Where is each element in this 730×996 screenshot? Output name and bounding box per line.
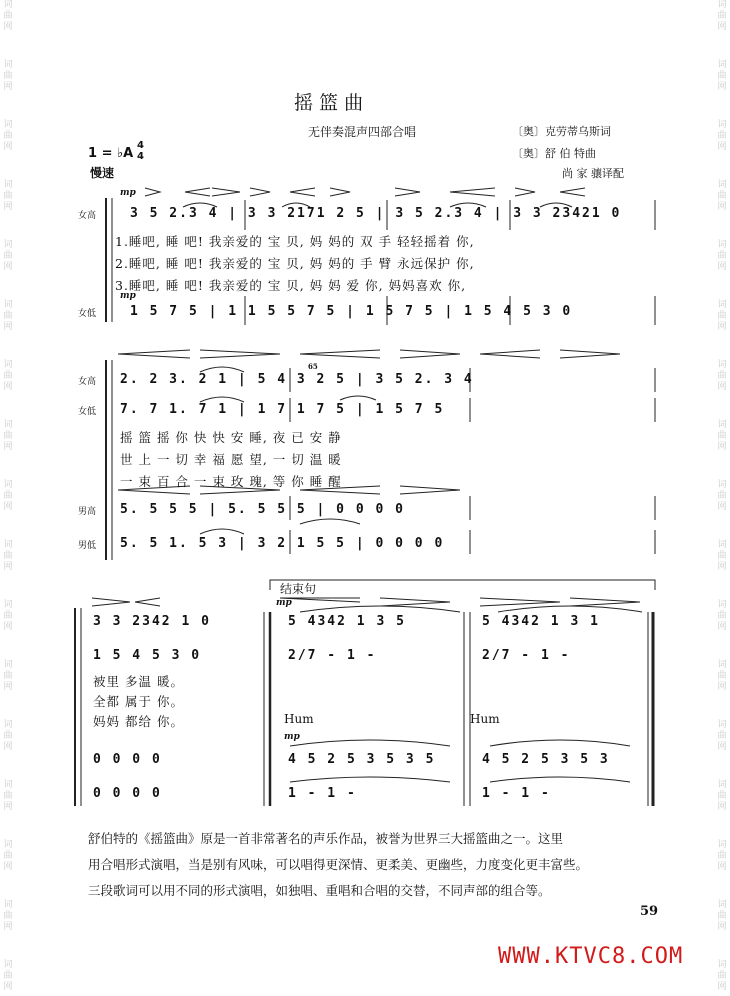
watermark: 词 曲 网 [717, 60, 727, 92]
watermark: 词 曲 网 [717, 780, 727, 812]
watermark: 词 曲 网 [3, 180, 13, 212]
ending-tenor-notes-2: 4 5 2 5 3 5 3 [482, 752, 610, 767]
soprano-notes-3: 3 3 2342 1 0 [93, 614, 211, 629]
watermark: 词 曲 网 [3, 480, 13, 512]
voice-label-tenor: 男高 [78, 507, 97, 517]
watermark: 词 曲 网 [3, 300, 13, 332]
site-url[interactable]: WWW.KTVC8.COM [498, 944, 684, 969]
description-line-3: 三段歌词可以用不同的形式演唱，如独唱、重唱和合唱的交替，不同声部的组合等。 [88, 883, 551, 898]
watermark: 词 曲 网 [3, 960, 13, 992]
watermark: 词 曲 网 [717, 660, 727, 692]
watermark: 词 曲 网 [717, 180, 727, 212]
voice-label-soprano: 女高 [78, 377, 97, 387]
page-number: 59 [640, 904, 659, 919]
grace-notes: 65 [308, 362, 318, 371]
watermark: 词 曲 网 [717, 360, 727, 392]
lyric-verse-2: 世 上 一 切 幸 福 愿 望, 一 切 温 暖 [120, 452, 342, 467]
tenor-notes-2: 5. 5 5 5 | 5. 5 5 5 | 0 0 0 0 [120, 502, 405, 517]
composer-credit: 〔奥〕舒 伯 特曲 [512, 147, 596, 160]
time-signature-top: 4 [137, 140, 144, 151]
watermark: 词 曲 网 [3, 360, 13, 392]
voice-label-alto: 女低 [78, 407, 97, 417]
watermark: 词 曲 网 [717, 960, 727, 992]
hum-marking: Hum [284, 712, 314, 726]
watermark: 词 曲 网 [3, 540, 13, 572]
watermark: 词 曲 网 [717, 480, 727, 512]
watermark: 词 曲 网 [717, 300, 727, 332]
soprano-notes-2: 2. 2 3. 2 1 | 5 4 3 2 5 | 3 5 2. 3 4 [120, 372, 474, 387]
watermark: 词 曲 网 [3, 720, 13, 752]
lyric-verse-1: 1.睡吧, 睡 吧! 我亲爱的 宝 贝, 妈 妈的 双 手 轻轻摇着 你, [115, 234, 475, 249]
hum-marking: Hum [470, 712, 500, 726]
subtitle: 无伴奏混声四部合唱 [308, 125, 417, 139]
ending-label: 结束句 [280, 582, 317, 596]
description-line-2: 用合唱形式演唱，当是别有风味，可以唱得更深情、更柔美、更幽些，力度变化更丰富些。 [88, 857, 589, 872]
tenor-notes-3: 0 0 0 0 [93, 752, 162, 767]
lyricist-credit: 〔奥〕克劳蒂乌斯词 [512, 125, 611, 138]
watermark: 词 曲 网 [3, 660, 13, 692]
lyric-verse-2: 全都 属于 你。 [93, 694, 184, 709]
page-title: 摇 篮 曲 [294, 92, 364, 114]
bass-notes-3: 0 0 0 0 [93, 786, 162, 801]
lyric-verse-3: 妈妈 都给 你。 [93, 714, 184, 729]
translator-credit: 尚 家 骧译配 [562, 167, 624, 180]
watermark: 词 曲 网 [3, 600, 13, 632]
watermark: 词 曲 网 [717, 0, 727, 32]
lyric-verse-1: 被里 多温 暖。 [93, 674, 184, 689]
watermark: 词 曲 网 [3, 840, 13, 872]
time-signature-bottom: 4 [137, 151, 144, 162]
ending-alto-notes-1: 2/7 - 1 - [288, 648, 377, 663]
lyric-verse-3: 一 束 百 合 一 束 玫 瑰, 等 你 睡 醒 [120, 474, 342, 489]
lyric-verse-1: 摇 篮 摇 你 快 快 安 睡, 夜 已 安 静 [120, 430, 342, 445]
voice-label-soprano: 女高 [78, 211, 97, 221]
watermark: 词 曲 网 [717, 540, 727, 572]
watermark: 词 曲 网 [3, 420, 13, 452]
ending-alto-notes-2: 2/7 - 1 - [482, 648, 571, 663]
watermark: 词 曲 网 [717, 900, 727, 932]
lyric-verse-3: 3.睡吧, 睡 吧! 我亲爱的 宝 贝, 妈 妈 爱 你, 妈妈喜欢 你, [115, 278, 467, 293]
dynamic-marking: mp [276, 598, 292, 608]
watermark: 词 曲 网 [3, 900, 13, 932]
ending-bass-notes-1: 1 - 1 - [288, 786, 357, 801]
watermark: 词 曲 网 [3, 780, 13, 812]
watermark: 词 曲 网 [717, 840, 727, 872]
ending-soprano-notes-2: 5 4342 1 3 1 [482, 614, 600, 629]
watermark: 词 曲 网 [717, 600, 727, 632]
ending-bass-notes-2: 1 - 1 - [482, 786, 551, 801]
soprano-notes-1: 3 5 2.3 4 | 3 3 2171 2 5 | 3 5 2.3 4 | 3 3 23421 0 [130, 206, 622, 221]
dynamic-marking: mp [284, 732, 300, 742]
watermark: 词 曲 网 [717, 420, 727, 452]
watermark: 词 曲 网 [3, 0, 13, 32]
alto-notes-3: 1 5 4 5 3 0 [93, 648, 202, 663]
voice-label-alto: 女低 [78, 309, 97, 319]
watermark: 词 曲 网 [3, 60, 13, 92]
tempo-marking: 慢速 [90, 166, 115, 180]
watermark: 词 曲 网 [717, 120, 727, 152]
watermark: 词 曲 网 [717, 720, 727, 752]
lyric-verse-2: 2.睡吧, 睡 吧! 我亲爱的 宝 贝, 妈 妈的 手 臂 永远保护 你, [115, 256, 475, 271]
dynamic-marking: mp [120, 291, 136, 301]
watermark: 词 曲 网 [717, 240, 727, 272]
dynamic-marking: mp [120, 188, 136, 198]
watermark: 词 曲 网 [3, 240, 13, 272]
ending-soprano-notes-1: 5 4342 1 3 5 [288, 614, 406, 629]
bass-notes-2: 5. 5 1. 5 3 | 3 2 1 5 5 | 0 0 0 0 [120, 536, 445, 551]
ending-tenor-notes-1: 4 5 2 5 3 5 3 5 [288, 752, 436, 767]
key-signature: 1 = ♭A [88, 146, 134, 161]
watermark: 词 曲 网 [3, 120, 13, 152]
voice-label-bass: 男低 [78, 541, 97, 551]
alto-notes-1: 1 5 7 5 | 1 1 5 5 7 5 | 1 5 7 5 | 1 5 4 5 3 0 [130, 304, 573, 319]
alto-notes-2: 7. 7 1. 7 1 | 1 7 1 7 5 | 1 5 7 5 [120, 402, 445, 417]
description-line-1: 舒伯特的《摇篮曲》原是一首非常著名的声乐作品，被誉为世界三大摇篮曲之一。这里 [88, 831, 564, 846]
